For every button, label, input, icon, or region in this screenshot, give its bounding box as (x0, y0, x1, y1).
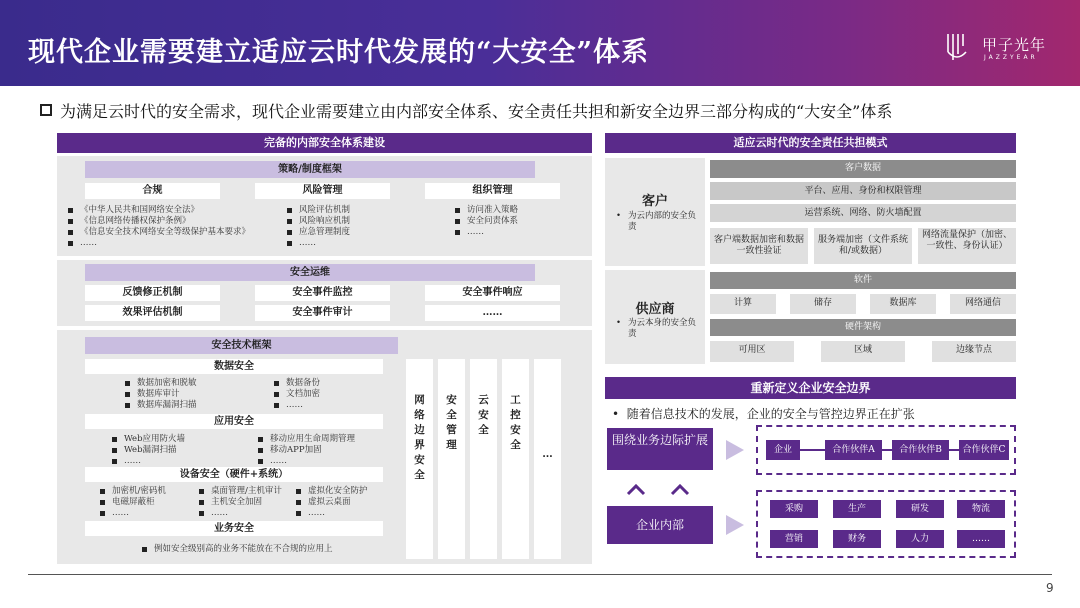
customer-row-os: 运营系统、网络、防火墙配置 (710, 204, 1016, 222)
list-item: 《信息网络传播权保护条例》 (66, 216, 250, 227)
inner-item: …… (957, 530, 1005, 548)
software-item: 计算 (710, 294, 776, 314)
list-item: …… (294, 508, 368, 519)
inner-item: 生产 (833, 500, 881, 518)
device-security-list-1 (98, 486, 166, 519)
ops-cell: 安全事件响应 (425, 285, 560, 301)
supplier-desc: • 为云本身的安全负责 (616, 318, 697, 339)
compliance-title: 合规 (85, 183, 220, 199)
ops-cell: 效果评估机制 (85, 305, 220, 321)
list-item: 应急管理制度 (285, 227, 350, 238)
list-item: 文档加密 (272, 389, 320, 400)
customer-box-server: 服务端加密（文件系统和/或数据） (814, 228, 912, 264)
list-item: 虚拟云桌面 (294, 497, 368, 508)
chain-item: 合作伙伴C (959, 440, 1009, 460)
list-item: 访问准入策略 (453, 205, 518, 216)
list-item: …… (98, 508, 166, 519)
customer-desc-text: 为云内部的安全负责 (628, 211, 697, 232)
chevron-up-icon (626, 482, 692, 496)
more-column (534, 359, 561, 559)
device-security-list-2 (197, 486, 282, 519)
logo-text: 甲子光年 (982, 36, 1047, 54)
headline: 为满足云时代的安全需求，现代企业需要建立由内部安全体系、安全责任共担和新安全边界三部分构成的“大安全”体系 (60, 102, 893, 121)
outer-label-box: 围绕业务边际扩展 (607, 428, 713, 470)
customer-box-client: 客户端数据加密和数据一致性验证 (710, 228, 808, 264)
security-mgmt-column (438, 359, 465, 559)
arrow-right-icon (726, 515, 744, 535)
org-list (453, 205, 518, 238)
list-item: …… (272, 400, 320, 411)
logo-subtext: JAZZYEAR (984, 54, 1038, 61)
list-item: 加密机/密码机 (98, 486, 166, 497)
inner-item: 人力 (896, 530, 944, 548)
app-security-list-2 (256, 434, 355, 467)
customer-row-data: 客户数据 (710, 160, 1016, 178)
inner-item: 采购 (770, 500, 818, 518)
list-item: 桌面管理/主机审计 (197, 486, 282, 497)
list-item: 移动应用生命周期管理 (256, 434, 355, 445)
customer-desc: • 为云内部的安全负责 (616, 211, 697, 232)
chain-item: 企业 (766, 440, 800, 460)
list-item: …… (453, 227, 518, 238)
industrial-security-column (502, 359, 529, 559)
risk-title: 风险管理 (255, 183, 390, 199)
boundary-bullet-text: 随着信息技术的发展，企业的安全与管控边界正在扩张 (626, 407, 915, 421)
arrow-right-icon (726, 440, 744, 460)
app-security-list-1 (110, 434, 185, 467)
device-security-title: 设备安全（硬件+系统） (85, 467, 383, 482)
vertical-label: … (542, 448, 553, 460)
network-boundary-column (406, 359, 433, 559)
list-item: 例如安全级别高的业务不能放在不合规的应用上 (140, 544, 333, 555)
list-item: 数据加密和脱敏 (123, 378, 197, 389)
inner-item: 财务 (833, 530, 881, 548)
tech-title: 安全技术框架 (85, 337, 398, 354)
list-item: 风险评估机制 (285, 205, 350, 216)
list-item: …… (110, 456, 185, 467)
list-item: …… (197, 508, 282, 519)
compliance-list (66, 205, 250, 249)
inner-item: 物流 (957, 500, 1005, 518)
list-item: 主机安全加固 (197, 497, 282, 508)
list-item: …… (66, 238, 250, 249)
boundary-title: 重新定义企业安全边界 (605, 377, 1016, 399)
hardware-bar: 硬件架构 (710, 319, 1016, 336)
vertical-label: 工控安全 (510, 394, 521, 451)
app-security-title: 应用安全 (85, 414, 383, 429)
list-item: 安全问责体系 (453, 216, 518, 227)
supplier-desc-text: 为云本身的安全负责 (628, 318, 697, 339)
list-item: 移动APP加固 (256, 445, 355, 456)
customer-label: 客户 (641, 194, 668, 209)
checkbox-bullet-icon (40, 104, 52, 116)
list-item: 风险响应机制 (285, 216, 350, 227)
logo-icon (946, 32, 968, 62)
customer-box-network: 网络流量保护（加密、一致性、身份认证） (918, 228, 1016, 264)
business-security-title: 业务安全 (85, 521, 383, 536)
hardware-item: 边缘节点 (932, 341, 1016, 362)
hardware-item: 可用区 (710, 341, 794, 362)
supplier-label: 供应商 (635, 302, 675, 317)
vertical-label: 云安全 (478, 394, 489, 436)
business-security-list (140, 544, 333, 555)
list-item: …… (285, 238, 350, 249)
vertical-label: 网络边界安全 (414, 394, 425, 481)
chain-item: 合作伙伴B (892, 440, 949, 460)
software-item: 网络通信 (950, 294, 1016, 314)
chain-item: 合作伙伴A (825, 440, 882, 460)
list-item: 《中华人民共和国网络安全法》 (66, 205, 250, 216)
risk-list (285, 205, 350, 249)
boundary-bullet: • 随着信息技术的发展，企业的安全与管控边界正在扩张 (612, 407, 915, 421)
customer-row-platform: 平台、应用、身份和权限管理 (710, 182, 1016, 200)
list-item: Web应用防火墙 (110, 434, 185, 445)
list-item: 电磁屏蔽柜 (98, 497, 166, 508)
connector-line (800, 449, 825, 451)
data-security-list-1 (123, 378, 197, 411)
software-item: 储存 (790, 294, 856, 314)
right-panel-title: 适应云时代的安全责任共担模式 (605, 133, 1016, 153)
connector-line (882, 449, 892, 451)
data-security-list-2 (272, 378, 320, 411)
inner-item: 研发 (896, 500, 944, 518)
page-title: 现代企业需要建立适应云时代发展的“大安全”体系 (28, 37, 650, 68)
left-panel-title: 完备的内部安全体系建设 (57, 133, 592, 153)
hardware-item: 区域 (821, 341, 905, 362)
list-item: 数据备份 (272, 378, 320, 389)
list-item: Web漏洞扫描 (110, 445, 185, 456)
vertical-label: 安全管理 (446, 394, 457, 451)
supplier-block (605, 270, 705, 364)
software-bar: 软件 (710, 272, 1016, 289)
inner-item: 营销 (770, 530, 818, 548)
data-security-title: 数据安全 (85, 359, 383, 374)
list-item: 虚拟化安全防护 (294, 486, 368, 497)
inner-label-box: 企业内部 (607, 506, 713, 544)
ops-title: 安全运维 (85, 264, 535, 281)
ops-cell: 安全事件监控 (255, 285, 390, 301)
ops-cell: …… (425, 305, 560, 321)
ops-cell: 反馈修正机制 (85, 285, 220, 301)
list-item: 数据库漏洞扫描 (123, 400, 197, 411)
device-security-list-3 (294, 486, 368, 519)
footer-divider (28, 574, 1052, 575)
connector-line (949, 449, 959, 451)
ops-cell: 安全事件审计 (255, 305, 390, 321)
software-item: 数据库 (870, 294, 936, 314)
list-item: …… (256, 456, 355, 467)
org-title: 组织管理 (425, 183, 560, 199)
cloud-security-column (470, 359, 497, 559)
list-item: 《信息安全技术网络安全等级保护基本要求》 (66, 227, 250, 238)
list-item: 数据库审计 (123, 389, 197, 400)
policy-title: 策略/制度框架 (85, 161, 535, 178)
page-number: 9 (1046, 581, 1054, 595)
